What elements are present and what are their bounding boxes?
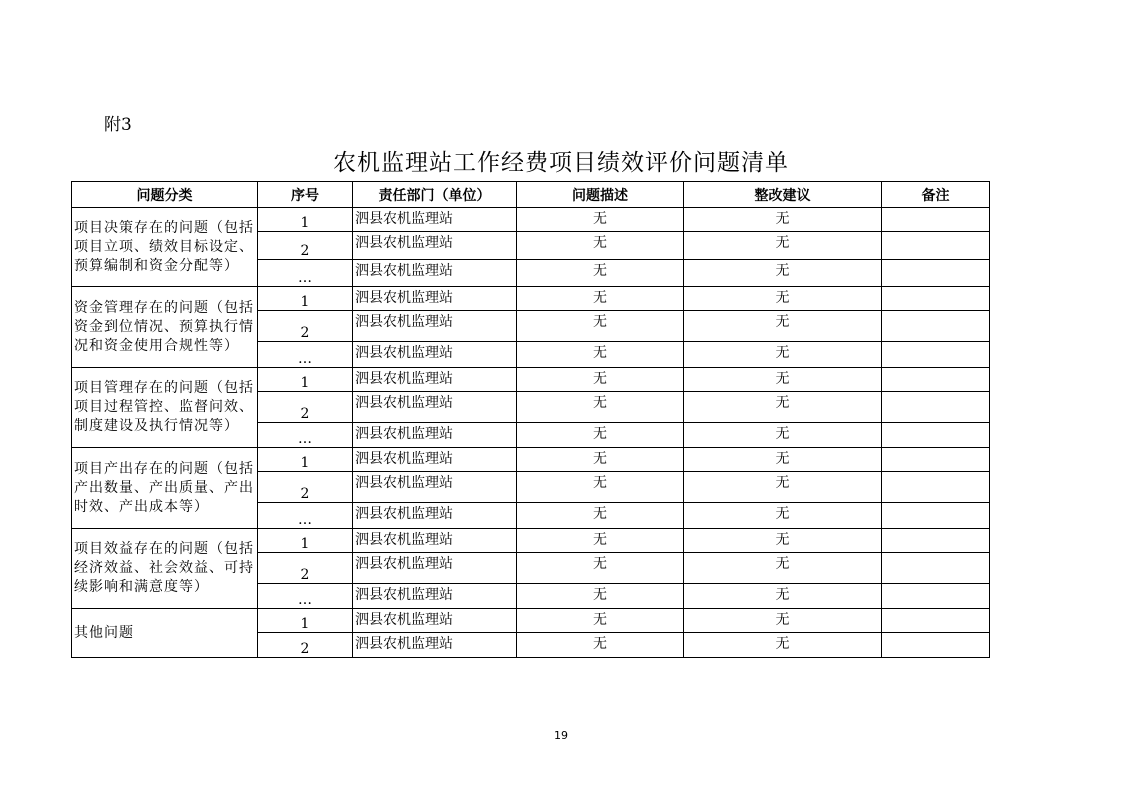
suggestion-cell: 无 xyxy=(684,208,882,232)
desc-cell: 无 xyxy=(517,368,684,392)
desc-cell: 无 xyxy=(517,287,684,311)
seq-cell: … xyxy=(258,584,353,609)
suggestion-cell: 无 xyxy=(684,553,882,584)
suggestion-cell: 无 xyxy=(684,392,882,423)
suggestion-cell: 无 xyxy=(684,311,882,342)
dept-cell: 泗县农机监理站 xyxy=(353,287,517,311)
desc-cell: 无 xyxy=(517,423,684,448)
suggestion-cell: 无 xyxy=(684,448,882,472)
category-cell: 项目管理存在的问题（包括项目过程管控、监督问效、制度建设及执行情况等） xyxy=(72,368,258,448)
header-dept: 责任部门（单位） xyxy=(353,182,517,208)
dept-cell: 泗县农机监理站 xyxy=(353,423,517,448)
suggestion-cell: 无 xyxy=(684,342,882,368)
suggestion-cell: 无 xyxy=(684,503,882,529)
header-seq: 序号 xyxy=(258,182,353,208)
table-row xyxy=(72,609,990,633)
page-title: 农机监理站工作经费项目绩效评价问题清单 xyxy=(333,150,789,176)
desc-cell: 无 xyxy=(517,609,684,633)
note-cell xyxy=(882,633,990,658)
seq-cell: … xyxy=(258,423,353,448)
note-cell xyxy=(882,609,990,633)
note-cell xyxy=(882,448,990,472)
desc-cell: 无 xyxy=(517,448,684,472)
dept-cell: 泗县农机监理站 xyxy=(353,208,517,232)
attachment-label: 附3 xyxy=(104,115,132,135)
desc-cell: 无 xyxy=(517,232,684,260)
dept-cell: 泗县农机监理站 xyxy=(353,584,517,609)
suggestion-cell: 无 xyxy=(684,584,882,609)
seq-cell: 2 xyxy=(258,553,353,584)
note-cell xyxy=(882,529,990,553)
seq-cell: 1 xyxy=(258,529,353,553)
suggestion-cell: 无 xyxy=(684,260,882,287)
table-row xyxy=(72,287,990,311)
category-cell: 项目效益存在的问题（包括经济效益、社会效益、可持续影响和满意度等） xyxy=(72,529,258,609)
desc-cell: 无 xyxy=(517,553,684,584)
seq-cell: 2 xyxy=(258,311,353,342)
seq-cell: 2 xyxy=(258,633,353,658)
desc-cell: 无 xyxy=(517,472,684,503)
desc-cell: 无 xyxy=(517,633,684,658)
table-row xyxy=(72,208,990,232)
suggestion-cell: 无 xyxy=(684,472,882,503)
suggestion-cell: 无 xyxy=(684,232,882,260)
suggestion-cell: 无 xyxy=(684,529,882,553)
desc-cell: 无 xyxy=(517,584,684,609)
note-cell xyxy=(882,392,990,423)
desc-cell: 无 xyxy=(517,311,684,342)
dept-cell: 泗县农机监理站 xyxy=(353,311,517,342)
dept-cell: 泗县农机监理站 xyxy=(353,472,517,503)
dept-cell: 泗县农机监理站 xyxy=(353,503,517,529)
dept-cell: 泗县农机监理站 xyxy=(353,232,517,260)
seq-cell: 1 xyxy=(258,287,353,311)
note-cell xyxy=(882,287,990,311)
seq-cell: 1 xyxy=(258,208,353,232)
seq-cell: 2 xyxy=(258,392,353,423)
suggestion-cell: 无 xyxy=(684,287,882,311)
category-cell: 资金管理存在的问题（包括资金到位情况、预算执行情况和资金使用合规性等） xyxy=(72,287,258,368)
note-cell xyxy=(882,260,990,287)
table-row xyxy=(72,448,990,472)
note-cell xyxy=(882,232,990,260)
issues-table xyxy=(71,181,990,658)
seq-cell: 2 xyxy=(258,232,353,260)
note-cell xyxy=(882,584,990,609)
seq-cell: 1 xyxy=(258,609,353,633)
suggestion-cell: 无 xyxy=(684,368,882,392)
dept-cell: 泗县农机监理站 xyxy=(353,260,517,287)
dept-cell: 泗县农机监理站 xyxy=(353,609,517,633)
header-note: 备注 xyxy=(882,182,990,208)
table-row xyxy=(72,368,990,392)
note-cell xyxy=(882,208,990,232)
dept-cell: 泗县农机监理站 xyxy=(353,392,517,423)
suggestion-cell: 无 xyxy=(684,609,882,633)
category-cell: 其他问题 xyxy=(72,609,258,658)
seq-cell: … xyxy=(258,503,353,529)
note-cell xyxy=(882,423,990,448)
seq-cell: 1 xyxy=(258,448,353,472)
note-cell xyxy=(882,342,990,368)
desc-cell: 无 xyxy=(517,392,684,423)
note-cell xyxy=(882,368,990,392)
dept-cell: 泗县农机监理站 xyxy=(353,342,517,368)
dept-cell: 泗县农机监理站 xyxy=(353,368,517,392)
desc-cell: 无 xyxy=(517,208,684,232)
desc-cell: 无 xyxy=(517,529,684,553)
table-header-row xyxy=(72,182,990,208)
dept-cell: 泗县农机监理站 xyxy=(353,553,517,584)
seq-cell: … xyxy=(258,260,353,287)
category-cell: 项目产出存在的问题（包括产出数量、产出质量、产出时效、产出成本等） xyxy=(72,448,258,529)
dept-cell: 泗县农机监理站 xyxy=(353,529,517,553)
dept-cell: 泗县农机监理站 xyxy=(353,448,517,472)
header-suggestion: 整改建议 xyxy=(684,182,882,208)
dept-cell: 泗县农机监理站 xyxy=(353,633,517,658)
note-cell xyxy=(882,553,990,584)
seq-cell: 1 xyxy=(258,368,353,392)
desc-cell: 无 xyxy=(517,260,684,287)
header-desc: 问题描述 xyxy=(517,182,684,208)
desc-cell: 无 xyxy=(517,503,684,529)
note-cell xyxy=(882,503,990,529)
header-category: 问题分类 xyxy=(72,182,258,208)
suggestion-cell: 无 xyxy=(684,423,882,448)
desc-cell: 无 xyxy=(517,342,684,368)
note-cell xyxy=(882,311,990,342)
suggestion-cell: 无 xyxy=(684,633,882,658)
seq-cell: 2 xyxy=(258,472,353,503)
seq-cell: … xyxy=(258,342,353,368)
page-number: 19 xyxy=(554,729,568,742)
category-cell: 项目决策存在的问题（包括项目立项、绩效目标设定、预算编制和资金分配等） xyxy=(72,208,258,287)
note-cell xyxy=(882,472,990,503)
table-row xyxy=(72,529,990,553)
